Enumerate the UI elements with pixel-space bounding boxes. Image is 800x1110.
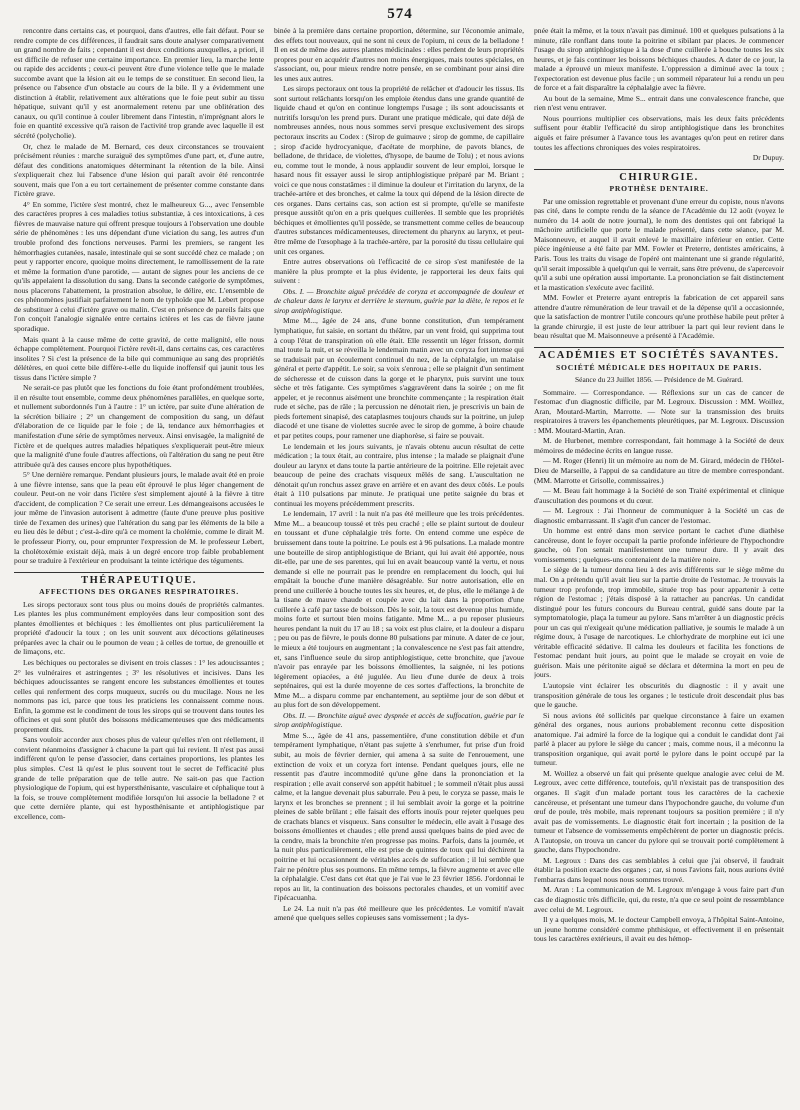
paragraph: Nous pourrions multiplier ces observations, mais les deux faits précédents suffisent pour établir l'efficacité du sirop antiphlogistique dans les bronchites aiguës et faire présumer à l'avance tous les avantages qu'on peut en retirer dans toutes les affections chroniques des voies respiratoires. [534, 113, 784, 152]
paragraph: 5° Une dernière remarque. Pendant plusieurs jours, le malade avait été en proie à une fièvre intense, sans que la peau eût éprouvé le plus léger changement de couleur. Peut-on ne voir dans l'ictère s'est simplement ajouté à la fièvre à titre d'accident, de complication ? Ce serait une erreur. Les démangeaisons accusées le jour même de l'invasion autorisent à admettre (faute d'une preuve plus positive tirée de l'examen des urines) que l'altération du sang par les éléments de la bile a eu lieu dès le début ; c'est-à-dire qu'à ce moment la cholémie, comme le dirait M. le professeur Piorry, ou, pour emprunter l'expression de M. le professeur Lebert, la cholétoxémie existait déjà, mais à un degré encore trop faible probablement pour se traduire à l'extérieur en produisant la teinte ictérique des téguments. [14, 470, 264, 566]
paragraph: — M. Beau fait hommage à la Société de son Traité expérimental et clinique d'auscultation des poumons et du cœur. [534, 486, 784, 505]
paragraph: pnée était la même, et la toux n'avait pas diminué. 100 et quelques pulsations à la minute, râle ronflant dans toute la poitrine et sibilant par places. Je commencer l'usage du sirop antiphlogistique à la dose d'une cuillerée à bouche toutes les six heures, et je fais continuer les boissons béchiques chaudes. A dater de ce jour, la malade a éprouvé un mieux manifeste. L'oppression a diminué avec la toux ; l'expectoration est devenue plus facile ; un sommeil réparateur lui a rendu un peu de force et a fait disparaître la céphalalgie avec la fièvre. [534, 26, 784, 93]
paragraph: Il y a quelques mois, M. le docteur Campbell envoya, à l'hôpital Saint-Antoine, un jeune homme considéré comme phthisique, et effectivement il en présentait tous les caractères extérieurs, il avait eu des hémop- [534, 915, 784, 944]
page-number: 574 [387, 6, 413, 22]
column-1 [14, 26, 264, 1102]
section-heading: ACADÉMIES ET SOCIÉTÉS SAVANTES. [538, 349, 780, 361]
section-divider [14, 572, 264, 573]
section-divider [534, 169, 784, 170]
paragraph: Le siège de la tumeur donna lieu à des avis différents sur le siège même du mal. On a prétendu qu'il avait lieu sur la partie droite de l'estomac. Je trouvais la tumeur trop profonde, trop immobile, située trop bas pour appartenir à cette région de l'estomac ; j'étais disposé à la rattacher au pancréas. Un candidat distingué pour les futurs concours du Bureau central, guidé sans doute par la symptomatologie, plaça la tumeur au pylore. Sans m'arrêter à un diagnostic précis pour un cas qui n'exigeait qu'une médication palliative, je soumis le malade à un régime doux, à l'usage de narcotiques. Le chlorhydrate de morphine eut ici une véritable efficacité sédative. Il calma les douleurs et facilita les fonctions de l'estomac pendant huit jours, au point que le malade se croyait en voie de guérison. Mais une péritonite aiguë se déclara et détermina la mort en peu de jours. [534, 565, 784, 680]
paragraph: Un homme est entré dans mon service portant le cachet d'une diathèse cancéreuse, dont le foyer occupait la partie profonde inférieure de l'hypochondre gauche, où l'on sentait manifestement une tumeur dure. Il y avait des vomissements ; quelques-uns contenaient de la matière noire. [534, 526, 784, 564]
paragraph: Mme S..., âgée de 41 ans, passementière, d'une constitution débile et d'un tempérament lymphatique, n'étant pas sujette à s'enrhumer, fut prise d'un froid subit, au mois de février dernier, qui amena à sa suite de l'enrouement, une extinction de voix et un coryza fort intense. Pendant quelques jours, elle ne ressentit pas d'autre incommodité qu'une gêne dans la prononciation et la respiration ; elle avait conservé son appétit habituel ; le sommeil n'était plus aussi calme, et la langue devenait plus saburrale. Peu à peu, le coryza se passe, mais le larynx et les bronches se prennent ; il lui semblait avoir la gorge et la poitrine pleines de sable brûlant ; elle faisait des efforts inouïs pour rejeter quelques peu de crachats blancs et visqueux. Sans consulter le médecin, elle avait à l'usage des boissons émollientes et chaudes ; elle prend aussi quelques bains de pied avec de la cendre, mais la bronchite n'en progresse pas moins. Parfois, dans la journée, et la nuit plus particulièrement, elle est prise de quintes de toux qui lui déchirent la poitrine et lui occasionnent de véritables accès de suffocation ; il lui semble que l'air ne pénètre plus ses poumons. En même temps, la fièvre augmente et avec elle la céphalalgie. C'est dans cet état que je l'ai vue le 23 février 1856. J'ordonnai le repos au lit, la continuation des boissons pectorales chaudes, et un vomitif avec l'ipécacuanha. [274, 730, 524, 903]
author-signature: Dr Dupuy. [752, 153, 784, 163]
paragraph: 4° En somme, l'ictère s'est montré, chez le malheureux G..., avec l'ensemble des caractères propres à ces maladies totius substantiæ, à ces intoxications, à ces fièvres de mauvaise nature qui offrent presque toujours à l'observation une double série de phénomènes : les uns dépendant d'une viciation du sang, les autres d'un trouble profond des fonctions nerveuses. Parmi les premiers, se rangent les hémorrhagies cutanées, nasale, intestinale qui se sont succédé chez ce malade ; on peut y rapporter encore, quoique moins directement, le ramollissement de la rate et même la formation d'une parotide, — autant de signes pour les anciens de ce qu'ils appelaient la dissolution du sang. Dans la seconde catégorie de symptômes, nous placerons l'abattement, la prostration absolue, le délire, etc. L'ensemble de ces phénomènes justifiait parfaitement le nom de typhoïde que M. Lebert propose de substituer à celui d'ictère grave ou malin. C'est en présence de pareils faits que l'on conçoit l'analogie signalée entre certains ictères et les cas de fièvre jaune sporadique. [14, 199, 264, 333]
paragraph: Or, chez le malade de M. Bernard, ces deux circonstances se trouvaient précisément réunies : marche suraiguë des symptômes d'une part, et, d'une autre, défaut des conditions anatomiques déterminant la rétention de la bile. Ainsi s'expliquerait chez lui l'absence d'une lésion qui paraît avoir été rencontrée souvent, mais que l'on a eu tort certainement de présenter comme constante dans l'ictère grave. [14, 141, 264, 199]
paragraph: — M. Roger (Henri) lit un mémoire au nom de M. Girard, médecin de l'Hôtel-Dieu de Marseille, à l'appui de sa candidature au titre de membre correspondant. (MM. Marrotte et Grisolle, commissaires.) [534, 456, 784, 485]
paragraph: Sans vouloir accorder aux choses plus de valeur qu'elles n'en ont réellement, il convient néanmoins d'assigner à chacune la part qui lui revient. Il n'est pas aussi indifférent qu'on le pense d'associer, dans certaines proportions, les plantes les plus simples. C'est là qu'est le plus souvent tout le secret de l'efficacité plus grande de telle préparation que de telle autre. Ne sait-on pas que l'action physiologique de l'opium, qui est hypersthénisante, vasculaire et céphalique tout à la fois, se trouve complètement modifiée lorsqu'on lui associe la belladone ? et que cette dernière plante, qui est hyposthénisante et antiphlogistique par excellence, com- [14, 735, 264, 821]
paragraph: — M. Legroux : J'ai l'honneur de communiquer à la Société un cas de diagnostic embarrassant. Il s'agit d'un cancer de l'estomac. [534, 506, 784, 525]
paragraph: Le lendemain, 17 avril : la nuit n'a pas été meilleure que les trois précédentes. Mme M... a beaucoup toussé et très peu craché ; elle se plaint surtout de douleur en toussant et d'une céphalalgie très forte. On entend comme une espèce de bruissement dans toute la poitrine. Le pouls est à 96 pulsations. La malade montre une bouteille de sirop antiphlogistique de Briant, qui lui avait été apportée, nous dit-elle, par une de ses parentes, qui lui en avait beaucoup vanté la vertu, et nous demande si elle ne pourrait pas le prendre en remplacement du looch, qui lui empâtait la bouche d'une manière désagréable. Sur notre autorisation, elle en prend une cuillerée à bouche toutes les six heures, et, de plus, elle le mélange à de la tisane de mauve chaude et coupée avec du lait dans la proportion d'une cuillerée à café par tasse de boisson. Dès le soir, la toux est devenue plus humide, moins forte et surtout bien moins fatigante. Mme M... a pu reposer plusieurs heures pendant la nuit du 17 au 18 ; sa voix est plus claire, et la douleur a disparu ; peu ou pas de fièvre, le pouls donne 80 pulsations par minute. A dater de ce jour, le mieux a été toujours en augmentant ; la convalescence ne s'est pas fait attendre, et, sans l'influence seule du sirop antiphlogistique, cette bronchite, que j'avoue n'avoir pas enrayée par les boissons émollientes, la saignée, ni les potions légèrement opiacées, a été jugulée. Au lieu d'une durée de deux à trois septénaires, qui est la durée moyenne de ces sortes d'affections, la bronchite de Mme M... a disparu comme par enchantement, au septième jour de son début et au plus fort de son développement. [274, 509, 524, 710]
observation-heading: Obs. II. — Bronchite aiguë avec dyspnée et accès de suffocation, guérie par le sirop antiphlogistique. [274, 710, 524, 730]
paragraph: L'autopsie vint éclairer les obscurités du diagnostic : il y avait une transposition générale de tous les organes ; le testicule droit descendait plus bas que le gauche. [534, 681, 784, 710]
paragraph: Le lendemain et les jours suivants, je n'avais obtenu aucun résultat de cette médication ; la toux était, au contraire, plus intense ; la malade se plaignait d'une douleur au larynx et dans toute la partie antérieure de la poitrine. Elle rejetait avec beaucoup de peine des crachats visqueux mêlés de sang. L'auscultation ne dénotait qu'un ronchus assez grave en arrière et en avant des deux côtés. Le pouls était à 110 pulsations par minute. Je pratiquai une petite saignée du bras et continuai les moyens précédemment prescrits. [274, 441, 524, 508]
paragraph: Mme M..., âgée de 24 ans, d'une bonne constitution, d'un tempérament lymphatique, fut saisie, en sortant du théâtre, par un vent froid, qui supprima tout à coup l'état de transpiration où elle était. Elle ressentit un léger frisson, dormit mal toute la nuit, et se réveilla le lendemain matin avec un coryza fort intense qui se traduisait par un écoulement continuel du nez, de la céphalalgie, un malaise général et perte d'appétit. Le soir, sa voix s'enroua ; elle se plaignit d'un sentiment de sécheresse et de cuisson dans la gorge et le pharynx, puis survint une toux sèche et très fatigante. Ces symptômes s'aggravèrent dans la soirée ; on me fit appeler, et je reconnus aisément une bronchite commençante ; la respiration était rude et sèche, pas de râle ; la percussion ne dénotait rien, je prescrivis un bain de pieds fortement sinapisé, des cataplasmes toujours chauds sur la poitrine, un julep diacodé et une tisane de violettes sucrée avec le sirop de gomme, à boire chaude et par petites coups, pour ramener une diaphorèse, si faire se pouvait. [274, 316, 524, 440]
paragraph: Au bout de la semaine, Mme S... entrait dans une convalescence franche, que rien n'est venu entraver. [534, 93, 784, 113]
paragraph: Les sirops pectoraux ont tous la propriété de relâcher et d'adoucir les tissus. Ils sont surtout relâchants lorsqu'on les emploie étendus dans une grande quantité de liquide chaud et qu'on en continue longtemps l'usage ; ils sont adoucissants et nutritifs lorsqu'on les prend purs. Durant une pratique médicale, qui date déjà de nombreuses années, nous nous sommes servi presque exclusivement des sirops pectoraux inscrits au Codex : (Sirop de guimauve ; sirop de gomme, de capillaire ; sirop d'acide hydrocyanique, d'acétate de morphine, de pavots blancs, de belladone, de thridace, de violettes, d'hysope, de baume de Tolu) ; et nous avions eu, comme tout le monde, à nous applaudir souvent de leur emploi, lorsque le hasard nous fit essayer aussi le sirop antiphlogistique préparé par M. Briant ; voici ce que nous constatâmes : il diminue la douleur et l'irritation du larynx, de la trachée-artère et des bronches, et calme la toux qui dépend de la lésion directe de ces organes. Dans certains cas, son action est si prompte, qu'elle se manifeste presque aussitôt qu'on en a pris quelques cuillerées. Il semble que les propriétés béchiques et émollientes qu'il possède, se transmettent comme celles de beaucoup d'autres substances médicamenteuses, directement du pharynx au larynx, et peut-être même de l'œsophage à la trachée-artère, par la porosité du tissu cellulaire qui unit ces organes. [274, 84, 524, 256]
paragraph: Les béchiques ou pectorales se divisent en trois classes : 1° les adoucissantes ; 2° les vulnéraires et astringentes ; 3° les résolutives et incisives. Dans les béchiques adoucissantes se rangent encore les substances émollientes et toutes celles qui renferment des corps muqueux, sucrés ou du mucilage. Nous ne les nommons pas ici, parce que tous les praticiens les connaissent comme nous. Enfin, la gomme est le condiment de tous les sirops qui se trouvent dans toutes les officines et qui sont plutôt des boissons médicamenteuses que des médicaments proprement dits. [14, 658, 264, 734]
paragraph: M. Legroux : Dans des cas semblables à celui que j'ai observé, il faudrait établir la position exacte des organes ; car, si nous l'avions fait, nous aurions évité l'embarras dans lequel nous nous sommes trouvé. [534, 855, 784, 884]
column-2 [274, 26, 524, 1102]
paragraph: Entre autres observations où l'efficacité de ce sirop s'est manifestée de la manière la plus prompte et la plus évidente, je rapporterai les deux faits qui suivent : [274, 257, 524, 286]
paragraph: M. de Hurbenet, membre correspondant, fait hommage à la Société de deux mémoires de médecine écrits en langue russe. [534, 436, 784, 455]
paragraph: M. Woillez a observé un fait qui présente quelque analogie avec celui de M. Legroux, avec cette différence, toutefois, qu'il n'existait pas de transposition des organes. Il s'agit d'un malade portant tous les caractères de la cachexie cancéreuse, et présentant une tumeur dans l'hypochondre gauche, du volume d'un œuf de poule, très mobile, mais reprenant toujours sa position première ; il n'y avait pas de vomissements. Le diagnostic était fort incertain ; la position de la tumeur et l'absence de vomissements empêchèrent de porter un diagnostic précis. A l'autopsie, on trouva un cancer du pylore qui se trouvait porté complètement à gauche, dans l'hypochondre. [534, 768, 784, 855]
paragraph: Par une omission regrettable et provenant d'une erreur du copiste, nous n'avons pas cité, dans le compte rendu de la séance de l'Académie du 12 août (voyez le numéro du 14 août de notre journal), le nom des dentistes qui ont fabriqué la mâchoire artificielle que porte le malade présenté, dans cette séance, par M. Maisonneuve, et auquel il avait enlevé le maxillaire inférieur en entier. Cette pièce ingénieuse a été faite par MM. Fowler et Preterre, dentistes américains, à Paris. Tous les traits du visage de l'opéré ont maintenant une si grande régularité, qu'il serait impossible à quelqu'un qui le verrait, sans être prévenu, de s'apercevoir qu'il a subi une opération aussi importante. La prononciation se fait distinctement et la mastication s'exécute avec facilité. [534, 196, 784, 292]
section-divider [534, 347, 784, 348]
paragraph: binée à la première dans certaine proportion, détermine, sur l'économie animale, des effets tout nouveaux, qui ne sont ni ceux de l'opium, ni ceux de la belladone ! Il en est de même des autres plantes médicinales : elles perdent de leurs propriétés propres pour en acquérir d'autres non moins énergiques, mais toutes spéciales, en s'associant, ou, pour mieux rendre notre pensée, en se combinant pour ainsi dire les unes aux autres. [274, 26, 524, 83]
subsection-heading: PROTHÈSE DENTAIRE. [609, 184, 709, 194]
paragraph: Le 24. La nuit n'a pas été meilleure que les précédentes. Le vomitif n'avait amené que quelques selles copieuses sans vomissement ; la dys- [274, 903, 524, 923]
columns [14, 26, 786, 1102]
paragraph: Mais quant à la cause même de cette gravité, de cette malignité, elle nous échappe complètement. Pourquoi l'ictère revêt-il, dans certains cas, ces caractères insolites ? Si c'est la présence de la bile qui communique au sang des propriétés délétères, en quoi cette bile diffère-t-elle du liquide inoffensif qui jaunit tous les tissus dans l'ictère simple ? [14, 334, 264, 382]
paragraph: MM. Fowler et Preterre ayant entrepris la fabrication de cet appareil sans attendre d'autre rémunération de leur travail et de la dépense qu'il a occasionnée, que la satisfaction de montrer l'utile concours qu'une prothèse habile peut prêter à la grande chirurgie, il est juste de leur attribuer la part qui leur revient dans le beau résultat que M. Maisonneuve a présenté à l'Académie. [534, 293, 784, 341]
subsection-heading: AFFECTIONS DES ORGANES RESPIRATOIRES. [39, 587, 239, 597]
session-line: Séance du 23 Juillet 1856. — Présidence de M. Guérard. [575, 375, 743, 385]
paragraph: Sommaire. — Correspondance. — Réflexions sur un cas de cancer de l'estomac d'un diagnostic difficile, par M. Legroux. Discussion : MM. Woillez, Aran, Moutard-Martin, Marrotte. — Note sur la transmission des bruits respiratoires à travers les épanchements pleurétiques, par M. Legroux. Discussion : MM. Moutard-Martin, Aran. [534, 387, 784, 435]
paragraph: Si nous avions été sollicités par quelque circonstance à faire un examen général des organes, nous aurions probablement reconnu cette disposition anatomique. J'ai admiré la force de la logique qui a conduit le candidat dont j'ai parlé à placer au pylore le siège du cancer ; mais, comme nous, il a méconnu la transposition organique, qui avait porté le pylore dans le point occupé par la tumeur. [534, 710, 784, 768]
section-heading: CHIRURGIE. [619, 171, 699, 183]
subsection-heading: SOCIÉTÉ MÉDICALE DES HOPITAUX DE PARIS. [555, 362, 763, 372]
paragraph: Les sirops pectoraux sont tous plus ou moins doués de propriétés calmantes. Les plantes les plus communément employées dans leur composition sont des plantes émollientes et béchiques : les émollientes ont plus particulièrement la propriété d'adoucir la toux ; on les unit souvent aux décoctions gélatineuses préparées avec la chair ou le poumon de veau ; à celles de tortue, de grenouille et de limaçons, etc. [14, 599, 264, 657]
column-3 [534, 26, 784, 1102]
section-heading: THÉRAPEUTIQUE. [81, 574, 197, 586]
observation-heading: Obs. I. — Bronchite aiguë précédée de coryza et accompagnée de douleur et de chaleur dans le larynx et derrière le sternum, guérie par la diète, le repos et le sirop antiphlogistique. [274, 286, 524, 315]
paragraph: Ne serait-ce pas plutôt que les fonctions du foie étant profondément troublées, il en résulte tout ensemble, comme deux phénomènes parallèles, en quelque sorte, et nullement subordonnés l'un à l'autre : 1° un ictère, par suite d'une altération de la sécrétion biliaire ; 2° un changement de composition du sang, un défaut d'élaboration de ce liquide par le foie ; de là, tendance aux hémorrhagies et manifestation d'une série de symptômes nerveux. Ainsi envisagée, la malignité de l'ictère et de quelques autres maladies hépatiques s'expliquerait peut-être mieux que la malignité d'une foule d'autres affections, où l'altération du sang ne peut être attribuée qu'à des causes encore plus hypothétiques. [14, 383, 264, 469]
paragraph: M. Aran : La communication de M. Legroux m'engage à vous faire part d'un cas de diagnostic très difficile, qui, du reste, n'a que ce seul point de ressemblance avec celui de M. Legroux. [534, 885, 784, 914]
paragraph: rencontre dans certains cas, et pourquoi, dans d'autres, elle fait défaut. Pour se rendre compte de ces différences, il faudrait sans doute analyser comparativement un grand nombre de faits ; cependant il est deux conditions auxquelles, a priori, il est difficile de refuser une certaine importance. En premier lieu, la marche lente ou rapide des accidents ; ceux-ci peuvent être d'une violence telle que le malade succombe avant que la lésion ait eu le temps de se constituer. En second lieu, la présence ou l'absence d'un obstacle au cours de la bile. Il y a évidemment une distinction à établir, relativement aux altérations que le foie peut subir au tissu hépatique, suivant qu'il y est anormalement retenu par une oblitération des canaux, ou qu'il continue à couler librement dans l'intestin, n'imprégnant alors le foie en quantité excessive qu'à raison de l'activité trop grande avec laquelle il est sécrété (polycholie). [14, 26, 264, 141]
